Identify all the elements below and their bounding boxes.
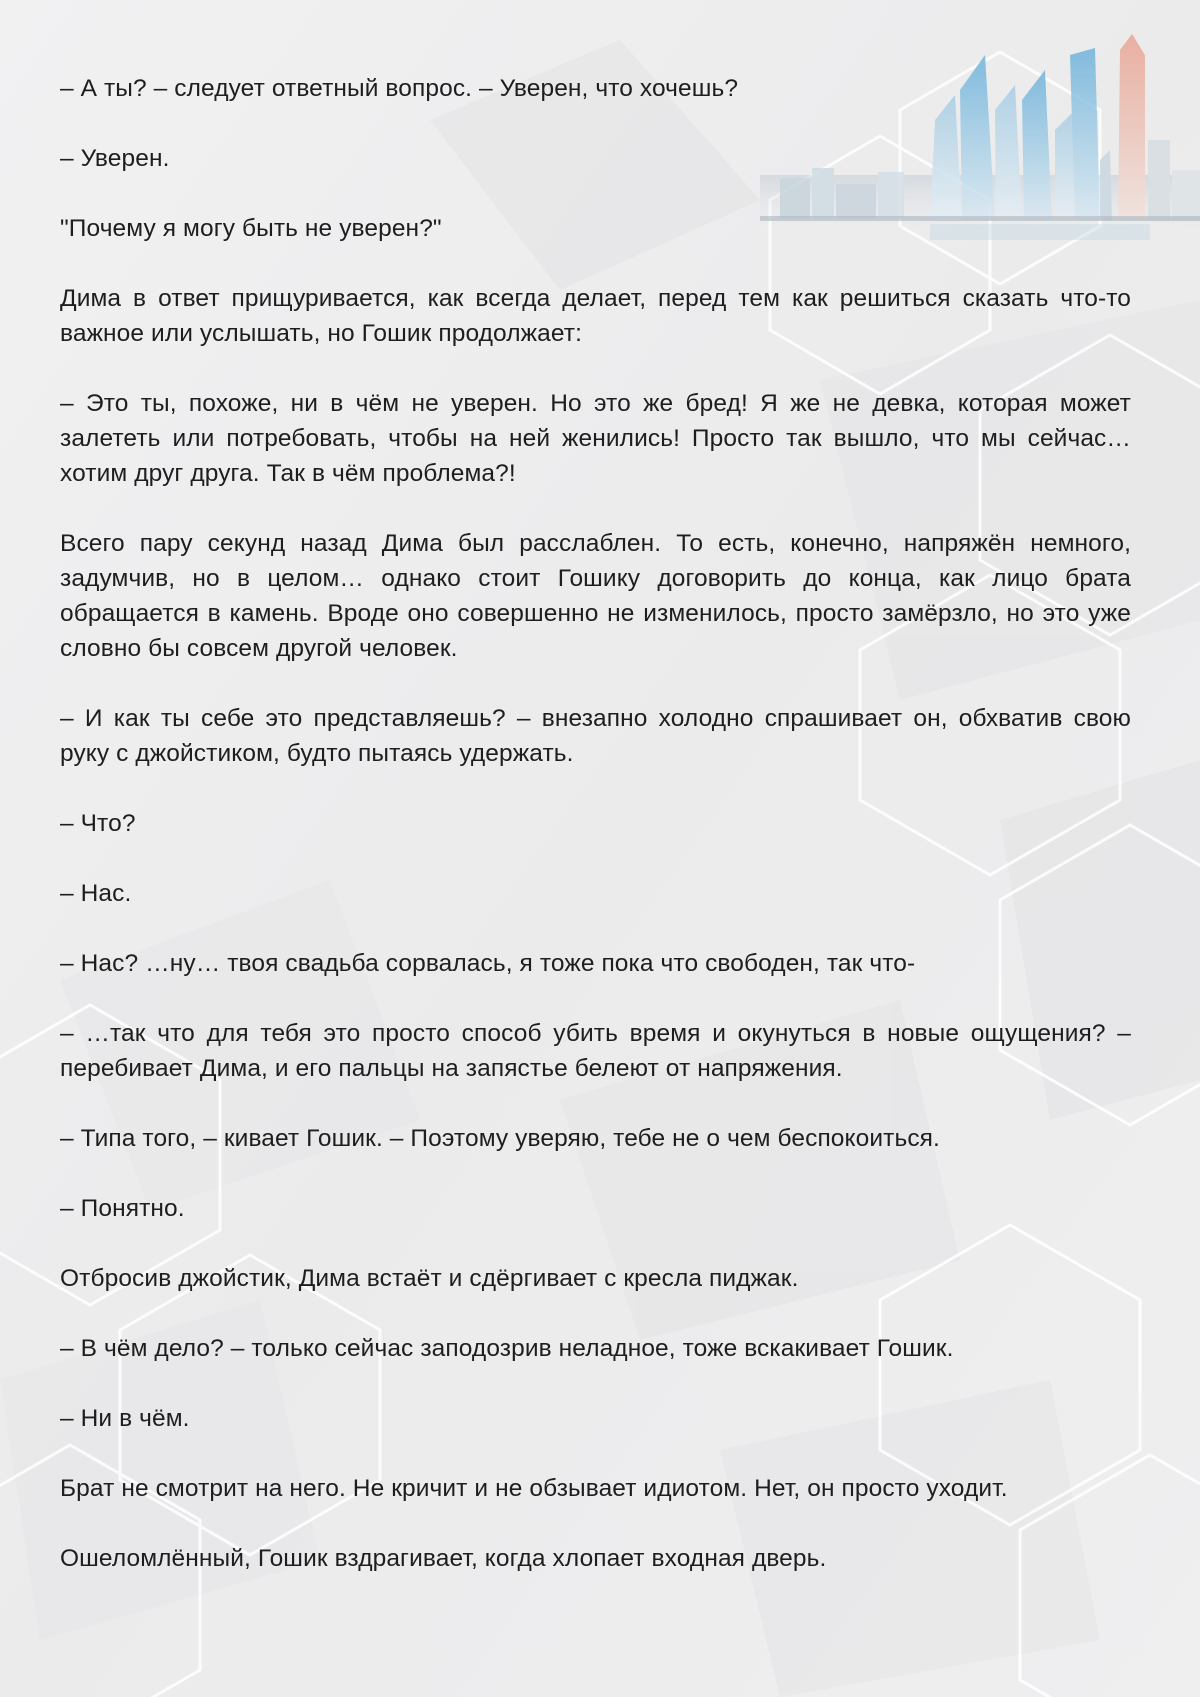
- paragraph-14: Отбросив джойстик, Дима встаёт и сдёргивает с кресла пиджак.: [60, 1265, 799, 1292]
- paragraph-7: – И как ты себе это представляешь? – внезапно холодно спрашивает он, обхватив свою руку с джойстиком, будто пытаясь удержать.: [60, 705, 1131, 767]
- paragraph-4: Дима в ответ прищуривается, как всегда делает, перед тем как решиться сказать что-то важное или услышать, но Гошик продолжает:: [60, 285, 1131, 347]
- paragraph-1: – А ты? – следует ответный вопрос. – Уверен, что хочешь?: [60, 75, 739, 102]
- paragraph-16: – Ни в чём.: [60, 1405, 190, 1432]
- paragraph-2: – Уверен.: [60, 145, 170, 172]
- paragraph-18: Ошеломлённый, Гошик вздрагивает, когда хлопает входная дверь.: [60, 1545, 827, 1572]
- paragraph-15: – В чём дело? – только сейчас заподозрив неладное, тоже вскакивает Гошик.: [60, 1335, 954, 1362]
- paragraph-8: – Что?: [60, 810, 136, 837]
- paragraph-12: – Типа того, – кивает Гошик. – Поэтому уверяю, тебе не о чем беспокоиться.: [60, 1125, 940, 1152]
- paragraph-9: – Нас.: [60, 880, 132, 907]
- paragraph-17: Брат не смотрит на него. Не кричит и не обзывает идиотом. Нет, он просто уходит.: [60, 1475, 1008, 1502]
- document-body: [60, 71, 1131, 1611]
- paragraph-13: – Понятно.: [60, 1195, 185, 1222]
- paragraph-6: Всего пару секунд назад Дима был расслаблен. То есть, конечно, напряжён немного, задумчив, но в целом… однако стоит Гошику договорить до конца, как лицо брата обращается в камень. Вроде оно совершенно не изменилось, просто замёрзло, но это уже словно бы совсем другой человек.: [60, 530, 1131, 662]
- paragraph-10: – Нас? …ну… твоя свадьба сорвалась, я тоже пока что свободен, так что-: [60, 950, 916, 977]
- paragraph-3: "Почему я могу быть не уверен?": [60, 215, 442, 242]
- paragraph-11: – …так что для тебя это просто способ убить время и окунуться в новые ощущения? – перебивает Дима, и его пальцы на запястье белеют от напряжения.: [60, 1020, 1131, 1082]
- paragraph-5: – Это ты, похоже, ни в чём не уверен. Но это же бред! Я же не девка, которая может залететь или потребовать, чтобы на ней женились! Просто так вышло, что мы сейчас… хотим друг друга. Так в чём проблема?!: [60, 390, 1131, 487]
